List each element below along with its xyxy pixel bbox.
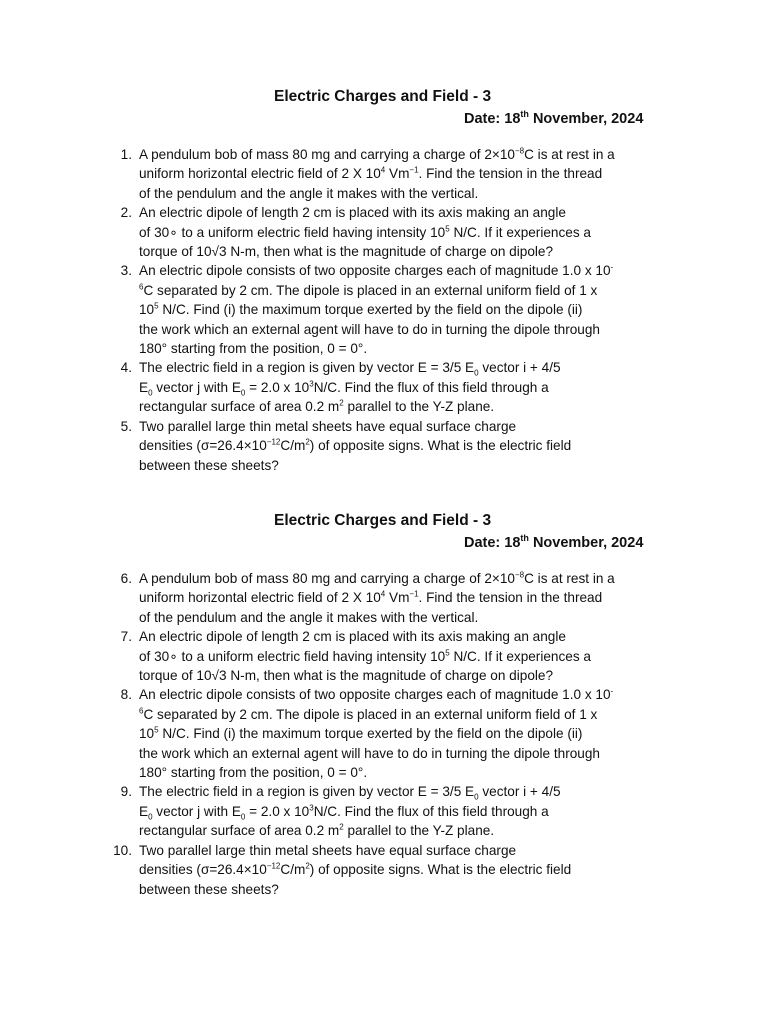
- question-number: 5.: [120, 418, 132, 434]
- question-number: 3.: [120, 263, 132, 279]
- question-number: 2.: [120, 205, 132, 221]
- worksheet-title: Electric Charges and Field - 3: [274, 512, 492, 529]
- question-4: 4. The electric field in a region is given by vector E = 3/5 $E_0$ vector i + 4/5 $E_0$ vector j with $E_0 = 2.0$ x $10^3N/C$. Find the flux of this field through a rectangular surface of area 0.2 $m^2$ parallel to the Y-Z plane.: [0, 358, 679, 416]
- worksheet-date: Date: 18th November, 2024: [464, 109, 644, 127]
- question-7: 7. An electric dipole of length 2 cm is placed with its axis making an angle of 30∘ to a uniform electric field having intensity $10^5$ N/C. If it experiences a torque of 10√3 N-m, then what is the magnitude of charge on dipole?: [0, 627, 679, 685]
- question-number: 6.: [120, 571, 132, 586]
- question-list: [0, 569, 768, 899]
- question-8: 8. An electric dipole consists of two opposite charges each of magnitude 1.0 x 10- $^6$C separated by 2 cm. The dipole is placed in an external uniform field of 1 x $10^5$ N/C. Find (i) the maximum torque exerted by the field on the dipole (ii) the work which an external agent will have to do in turning the dipole through 180° starting from the position, 0 = 0°.: [0, 685, 679, 782]
- question-9: 9. The electric field in a region is given by vector E = 3/5 $E_0$ vector i + 4/5 $E_0$ vector j with $E_0 = 2.0$ x $10^3N/C$. Find the flux of this field through a rectangular surface of area 0.2 $m^2$ parallel to the Y-Z plane.: [0, 782, 679, 840]
- question-10: 10. Two parallel large thin metal sheets have equal surface charge densities $(\sigma=26.4\times 10^{-12}C/m^2)$ of opposite signs. What is the electric field between these sheets?: [0, 841, 679, 899]
- question-number: 10.: [113, 842, 132, 858]
- worksheet-title: Electric Charges and Field - 3: [274, 88, 492, 105]
- question-number: 7.: [120, 629, 132, 645]
- question-5: 5. Two parallel large thin metal sheets have equal surface charge densities $(\sigma=26.4\times 10^{-12}C/m^2)$ of opposite signs. What is the electric field between these sheets?: [0, 417, 679, 475]
- question-list: [0, 145, 768, 475]
- question-number: 9.: [120, 784, 132, 800]
- question-2: 2. An electric dipole of length 2 cm is placed with its axis making an angle of 30∘ to a uniform electric field having intensity $10^5$ N/C. If it experiences a torque of 10√3 N-m, then what is the magnitude of charge on dipole?: [0, 203, 679, 261]
- question-1: 1. A pendulum bob of mass 80 mg and carrying a charge of $2\times 10^{-8}C$ is at rest in a uniform horizontal electric field of 2 X $10^4$ $Vm^{-1}$. Find the tension in the thread of the pendulum and the angle it makes with the vertical.: [0, 145, 679, 203]
- question-number: 1.: [120, 147, 132, 162]
- question-number: 4.: [120, 360, 132, 376]
- question-6: 6. A pendulum bob of mass 80 mg and carrying a charge of $2\times 10^{-8}C$ is at rest in a uniform horizontal electric field of 2 X $10^4$ $Vm^{-1}$. Find the tension in the thread of the pendulum and the angle it makes with the vertical.: [0, 569, 679, 627]
- worksheet-date: Date: 18th November, 2024: [464, 533, 644, 551]
- question-3: 3. An electric dipole consists of two opposite charges each of magnitude 1.0 x 10- $^6$C separated by 2 cm. The dipole is placed in an external uniform field of 1 x $10^5$ N/C. Find (i) the maximum torque exerted by the field on the dipole (ii) the work which an external agent will have to do in turning the dipole through 180° starting from the position, 0 = 0°.: [0, 261, 679, 358]
- question-number: 8.: [120, 687, 132, 703]
